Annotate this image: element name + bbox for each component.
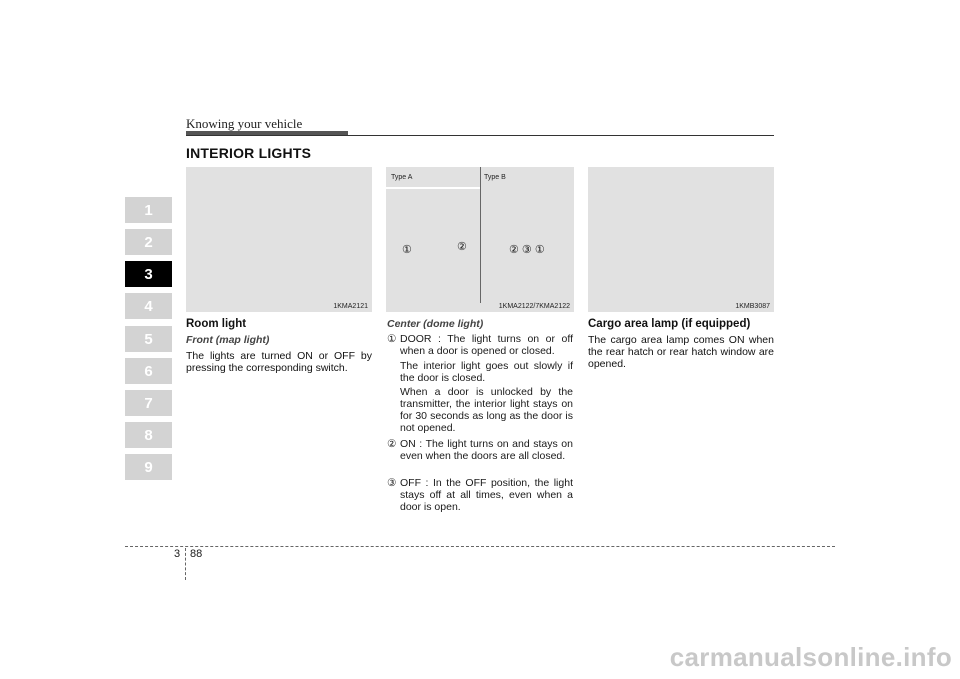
chapter-tab-3[interactable]: 3 (125, 261, 172, 287)
list-item (387, 438, 573, 462)
item-marker: ① (387, 333, 397, 345)
item-marker: ③ (387, 477, 397, 489)
item-text: The interior light goes out slowly if the door is closed. (400, 360, 573, 384)
dome-light-subheading: Center (dome light) (387, 318, 484, 330)
item-text: ON : The light turns on and stays on even when the doors are all closed. (400, 438, 573, 462)
type-b-label: Type B (484, 174, 506, 181)
chapter-tab-7[interactable]: 7 (125, 390, 172, 416)
list-item (387, 333, 573, 357)
callout-2: ② (457, 241, 467, 253)
type-a-label: Type A (391, 174, 413, 181)
footer-rule (125, 546, 835, 547)
cargo-lamp-image (588, 167, 774, 312)
chapter-tab-4[interactable]: 4 (125, 293, 172, 319)
room-light-heading: Room light (186, 318, 247, 330)
footer-page-number: 88 (190, 548, 203, 560)
room-light-body: The lights are turned ON or OFF by pressing the corresponding switch. (186, 350, 372, 374)
list-item (387, 386, 573, 434)
watermark: carmanualsonline.info (669, 642, 952, 672)
callout-1: ① (402, 244, 412, 256)
list-item (387, 477, 573, 513)
footer-chapter-number: 3 (174, 548, 181, 560)
type-divider (480, 167, 481, 303)
cargo-lamp-body: The cargo area lamp comes ON when the rear hatch or rear hatch window are opened. (588, 334, 774, 370)
footer-divider (185, 548, 186, 580)
chapter-tab-6[interactable]: 6 (125, 358, 172, 384)
image-code: 1KMA2122/7KMA2122 (498, 303, 570, 310)
list-item (387, 360, 573, 384)
chapter-tab-2[interactable]: 2 (125, 229, 172, 255)
item-text: DOOR : The light turns on or off when a door is opened or closed. (400, 333, 573, 357)
chapter-tab-5[interactable]: 5 (125, 326, 172, 352)
chapter-tab-9[interactable]: 9 (125, 454, 172, 480)
item-marker: ② (387, 438, 397, 450)
callout-group-b: ② ③ ① (509, 244, 545, 256)
item-text: When a door is unlocked by the transmitter, the interior light stays on for 30 seconds as long as the door is not opened. (400, 386, 573, 434)
dome-light-image (386, 167, 574, 312)
section-title: INTERIOR LIGHTS (186, 145, 312, 161)
chapter-tab-8[interactable]: 8 (125, 422, 172, 448)
type-a-band (386, 187, 480, 189)
chapter-tab-1[interactable]: 1 (125, 197, 172, 223)
cargo-lamp-heading: Cargo area lamp (if equipped) (588, 318, 751, 330)
image-code: 1KMB3087 (735, 303, 770, 310)
item-text: OFF : In the OFF position, the light stays off at all times, even when a door is open. (400, 477, 573, 513)
header-rule (186, 135, 774, 136)
running-header: Knowing your vehicle (186, 116, 303, 131)
room-light-image (186, 167, 372, 312)
map-light-subheading: Front (map light) (186, 334, 270, 346)
image-code: 1KMA2121 (333, 303, 368, 310)
